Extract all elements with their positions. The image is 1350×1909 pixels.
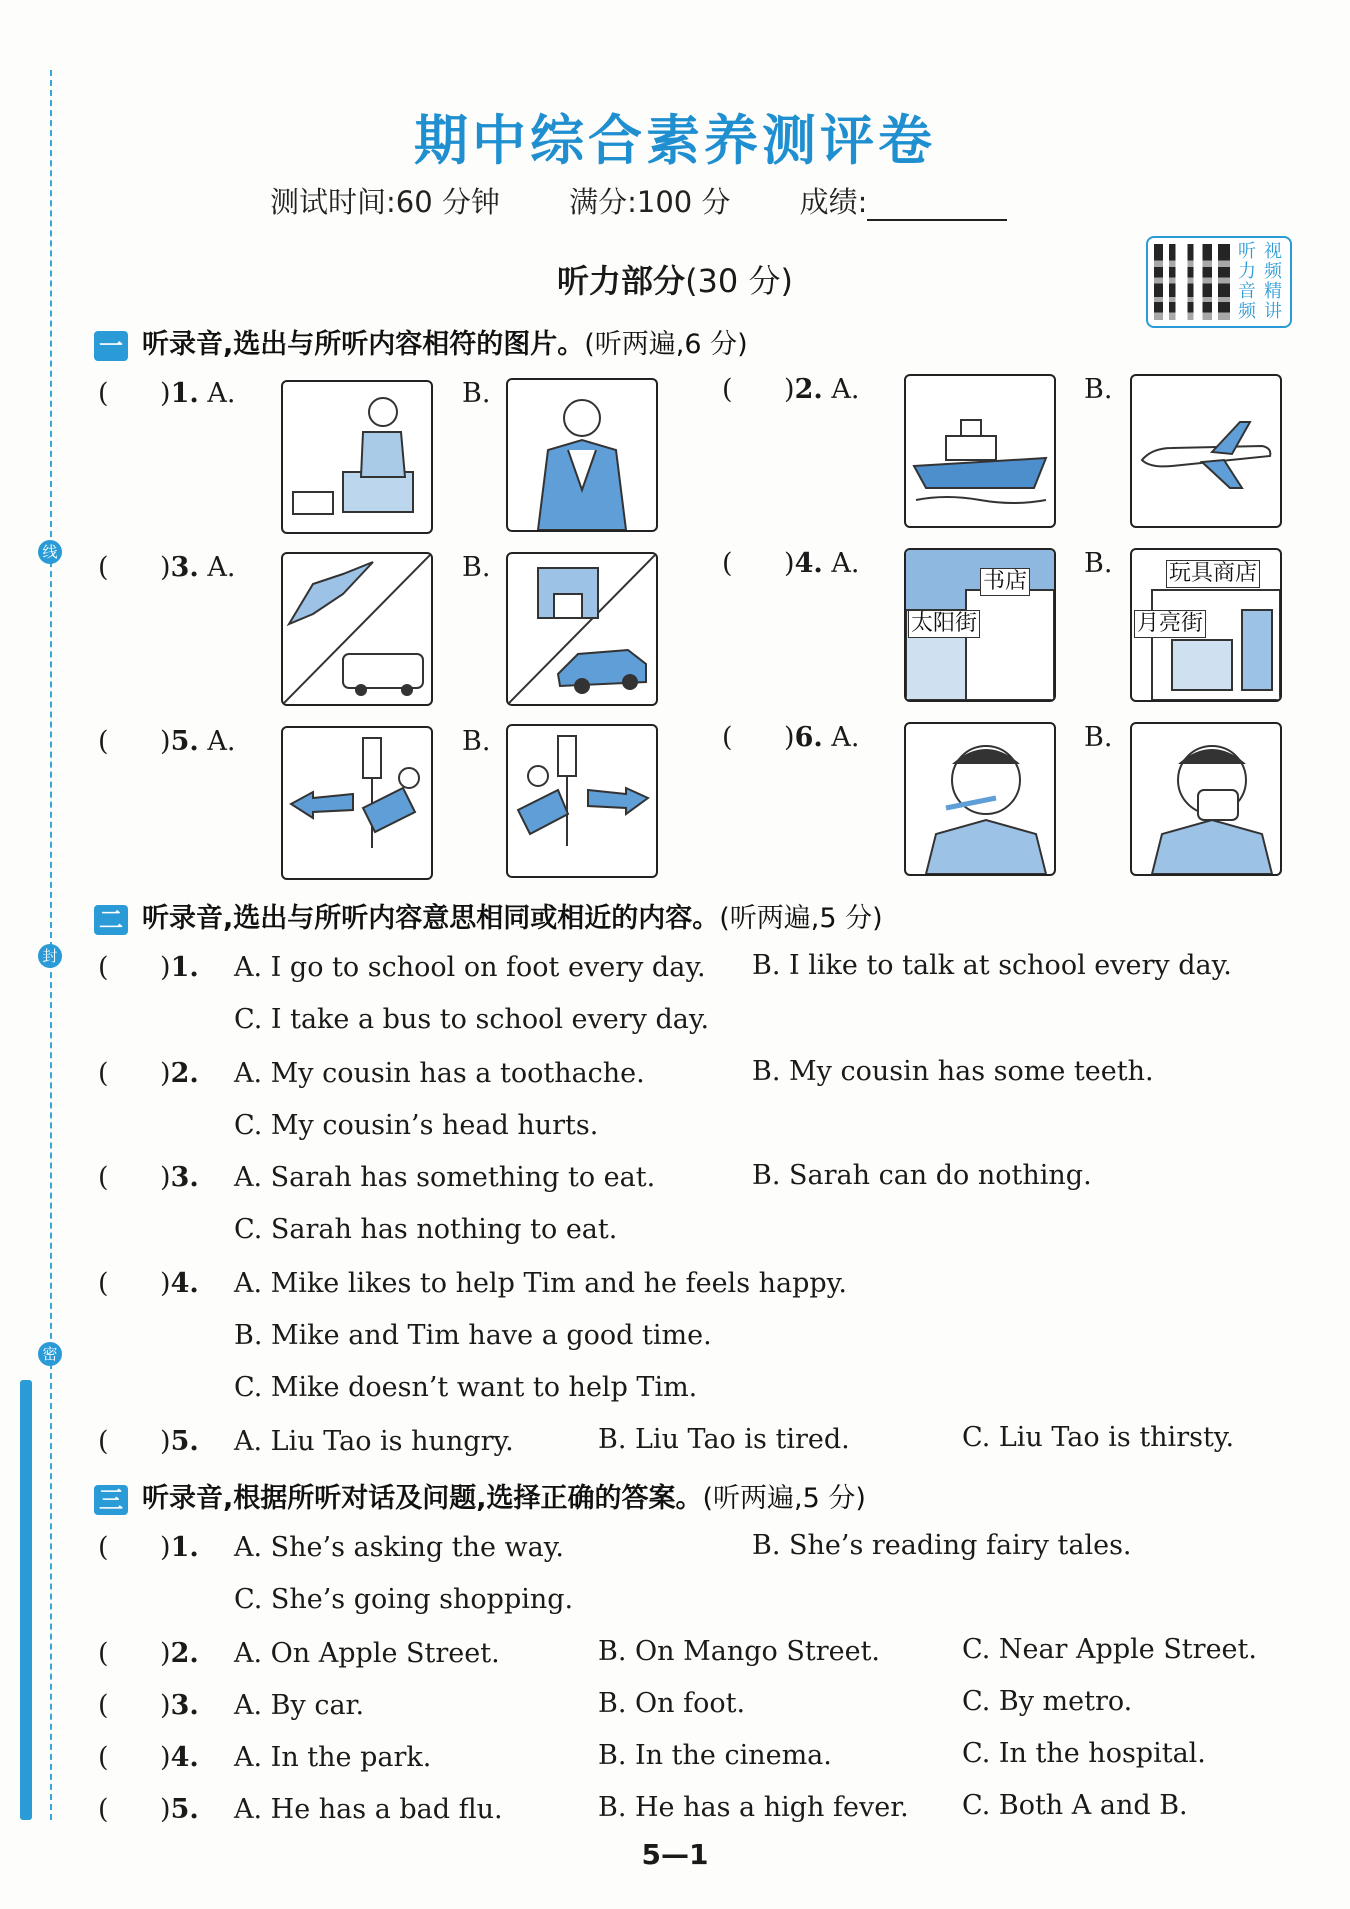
toy-shop-sign: 玩具商店 [1166, 560, 1260, 588]
s2-q1-c[interactable]: C. I take a bus to school every day. [234, 1004, 710, 1035]
s1-q5-picture-a[interactable] [281, 726, 433, 880]
section1-title: 一 听录音,选出与所听内容相符的图片。(听两遍,6 分) [94, 322, 748, 361]
s1-q2-b: B. [1084, 374, 1113, 405]
qr-caption: 听 视 力 频 音 精 频 讲 [1238, 241, 1282, 322]
s2-q4-b[interactable]: B. Mike and Tim have a good time. [234, 1320, 712, 1351]
s1-q5-picture-b[interactable] [506, 724, 658, 878]
s2-q3-c[interactable]: C. Sarah has nothing to eat. [234, 1214, 618, 1245]
s1-q5-label: ( )5. A. [98, 726, 236, 757]
test-time: 测试时间:60 分钟 [270, 185, 500, 219]
s2-q3-b[interactable]: B. Sarah can do nothing. [752, 1160, 1092, 1191]
s1-q1-label: ( )1. A. [98, 378, 236, 409]
s3-q2-c[interactable]: C. Near Apple Street. [962, 1634, 1257, 1665]
s2-q4-c[interactable]: C. Mike doesn’t want to help Tim. [234, 1372, 698, 1403]
s3-q3-c[interactable]: C. By metro. [962, 1686, 1133, 1717]
section3-title: 三 听录音,根据所听对话及问题,选择正确的答案。(听两遍,5 分) [94, 1476, 866, 1515]
score-blank[interactable] [867, 193, 1007, 221]
full-score: 满分:100 分 [569, 185, 731, 219]
s3-q5-b[interactable]: B. He has a high fever. [598, 1792, 909, 1823]
s1-q6-b: B. [1084, 722, 1113, 753]
s2-q1-label: ( )1. [98, 952, 199, 983]
binding-mark: 封 [38, 944, 62, 968]
bookshop-sign: 书店 [980, 568, 1030, 596]
s1-q1-picture-b[interactable] [506, 378, 658, 532]
s1-q4-b: B. [1084, 548, 1113, 579]
page-title: 期中综合素养测评卷 [414, 109, 936, 172]
s2-q5-label: ( )5. [98, 1426, 199, 1457]
moon-street-sign: 月亮街 [1134, 610, 1206, 638]
s2-q5-a[interactable]: A. Liu Tao is hungry. [234, 1426, 514, 1457]
exam-meta [270, 180, 1007, 221]
s3-q4-label: ( )4. [98, 1742, 199, 1773]
s2-q2-c[interactable]: C. My cousin’s head hurts. [234, 1110, 599, 1141]
s1-q3-picture-b[interactable] [506, 552, 658, 706]
section2-title: 二 听录音,选出与所听内容意思相同或相近的内容。(听两遍,5 分) [94, 896, 883, 935]
s2-q2-b[interactable]: B. My cousin has some teeth. [752, 1056, 1154, 1087]
s1-q3-b: B. [462, 552, 491, 583]
binding-mark: 线 [38, 540, 62, 564]
s2-q4-a[interactable]: A. Mike likes to help Tim and he feels happy. [234, 1268, 847, 1299]
s1-q3-picture-a[interactable] [281, 552, 433, 706]
s1-q4-label: ( )4. A. [722, 548, 860, 579]
s2-q2-a[interactable]: A. My cousin has a toothache. [234, 1058, 645, 1089]
s3-q3-a[interactable]: A. By car. [234, 1690, 365, 1721]
s1-q1-b: B. [462, 378, 491, 409]
side-strip [20, 1380, 32, 1820]
s1-q2-label: ( )2. A. [722, 374, 860, 405]
s1-q4-picture-a[interactable] [904, 548, 1056, 702]
s2-q5-c[interactable]: C. Liu Tao is thirsty. [962, 1422, 1235, 1453]
s1-q4-picture-b[interactable] [1130, 548, 1282, 702]
s1-q3-label: ( )3. A. [98, 552, 236, 583]
s3-q1-label: ( )1. [98, 1532, 199, 1563]
s2-q4-label: ( )4. [98, 1268, 199, 1299]
s1-q6-picture-b[interactable] [1130, 722, 1282, 876]
s3-q3-label: ( )3. [98, 1690, 199, 1721]
s3-q5-c[interactable]: C. Both A and B. [962, 1790, 1188, 1821]
binding-mark: 密 [38, 1342, 62, 1366]
s3-q2-b[interactable]: B. On Mango Street. [598, 1636, 881, 1667]
s2-q2-label: ( )2. [98, 1058, 199, 1089]
s3-q2-a[interactable]: A. On Apple Street. [234, 1638, 500, 1669]
s2-q1-a[interactable]: A. I go to school on foot every day. [234, 952, 706, 983]
listening-part-title: 听力部分(30 分) [557, 262, 793, 300]
s3-q2-label: ( )2. [98, 1638, 199, 1669]
s1-q5-b: B. [462, 726, 491, 757]
s3-q1-c[interactable]: C. She’s going shopping. [234, 1584, 574, 1615]
s3-q3-b[interactable]: B. On foot. [598, 1688, 746, 1719]
s1-q6-picture-a[interactable] [904, 722, 1056, 876]
s2-q3-label: ( )3. [98, 1162, 199, 1193]
s1-q2-picture-a[interactable] [904, 374, 1056, 528]
s2-q1-b[interactable]: B. I like to talk at school every day. [752, 950, 1232, 981]
page-number: 5—1 [641, 1838, 709, 1871]
s3-q1-a[interactable]: A. She’s asking the way. [234, 1532, 565, 1563]
s3-q4-a[interactable]: A. In the park. [234, 1742, 432, 1773]
score-label: 成绩: [799, 185, 868, 219]
s1-q2-picture-b[interactable] [1130, 374, 1282, 528]
s1-q6-label: ( )6. A. [722, 722, 860, 753]
s2-q5-b[interactable]: B. Liu Tao is tired. [598, 1424, 850, 1455]
s3-q1-b[interactable]: B. She’s reading fairy tales. [752, 1530, 1132, 1561]
s3-q4-b[interactable]: B. In the cinema. [598, 1740, 832, 1771]
sun-street-sign: 太阳街 [908, 610, 980, 638]
s3-q4-c[interactable]: C. In the hospital. [962, 1738, 1206, 1769]
s2-q3-a[interactable]: A. Sarah has something to eat. [234, 1162, 656, 1193]
s1-q1-picture-a[interactable] [281, 380, 433, 534]
s3-q5-label: ( )5. [98, 1794, 199, 1825]
s3-q5-a[interactable]: A. He has a bad flu. [234, 1794, 503, 1825]
